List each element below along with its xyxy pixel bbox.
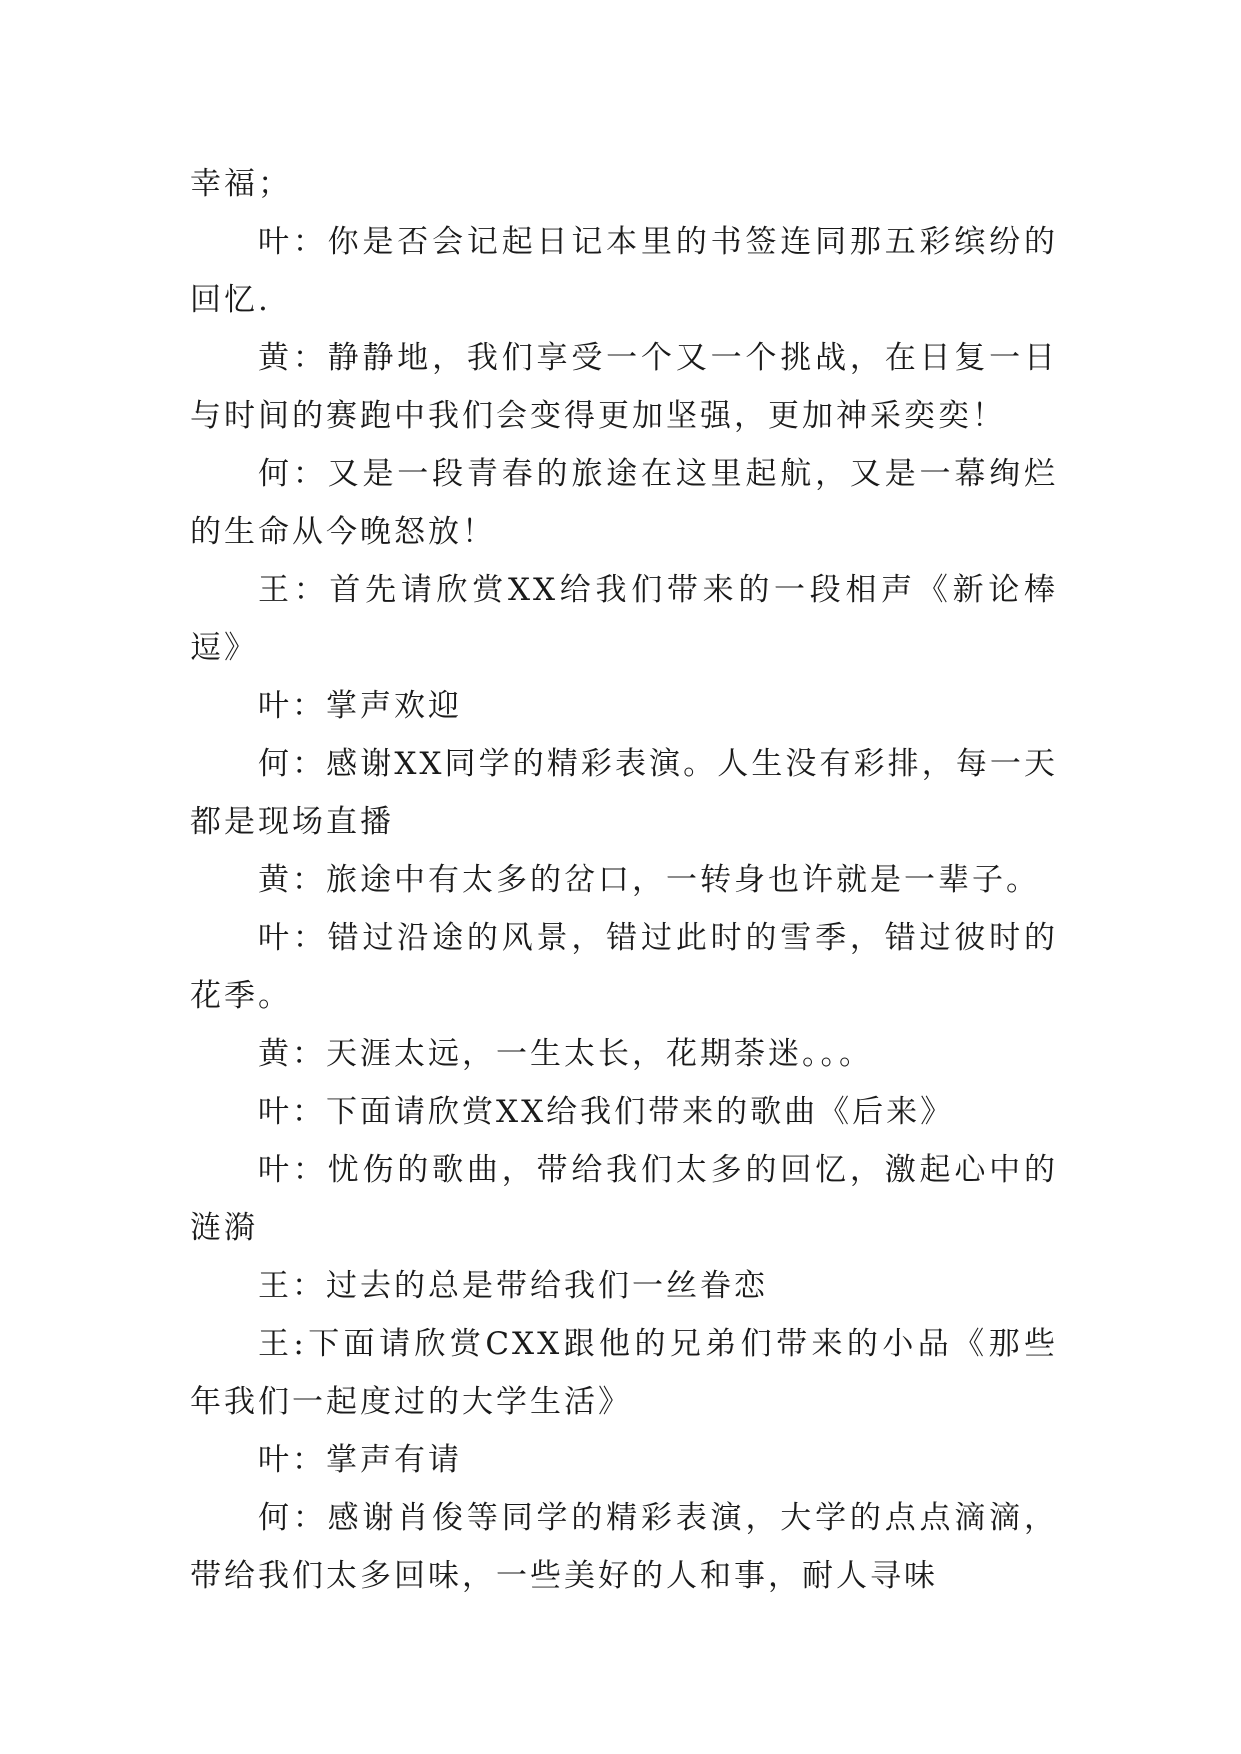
document-body [190, 155, 1058, 1605]
paragraph: 黄：旅途中有太多的岔口，一转身也许就是一辈子。 [258, 862, 1040, 898]
paragraph: 王：过去的总是带给我们一丝眷恋 [258, 1268, 768, 1304]
paragraph: 何：又是一段青春的旅途在这里起航，又是一幕绚烂的生命从今晚怒放！ [190, 456, 1058, 550]
paragraph: 叶：错过沿途的风景，错过此时的雪季，错过彼时的花季。 [190, 920, 1058, 1014]
paragraph: 幸福； [190, 166, 292, 202]
paragraph: 黄：静静地，我们享受一个又一个挑战，在日复一日与时间的赛跑中我们会变得更加坚强，更加神采奕奕！ [190, 340, 1058, 434]
paragraph: 叶：你是否会记起日记本里的书签连同那五彩缤纷的回忆. [190, 224, 1058, 318]
paragraph: 叶：掌声欢迎 [258, 688, 462, 724]
paragraph: 叶：掌声有请 [258, 1442, 462, 1478]
paragraph: 王：首先请欣赏XX给我们带来的一段相声《新论棒逗》 [190, 572, 1058, 666]
paragraph: 黄：天涯太远，一生太长，花期荼迷。。。 [258, 1036, 873, 1072]
paragraph: 叶：忧伤的歌曲，带给我们太多的回忆，激起心中的涟漪 [190, 1152, 1058, 1246]
paragraph: 王:下面请欣赏CXX跟他的兄弟们带来的小品《那些年我们一起度过的大学生活》 [190, 1326, 1058, 1420]
paragraph: 何：感谢XX同学的精彩表演。人生没有彩排，每一天都是现场直播 [190, 746, 1058, 840]
paragraph: 何：感谢肖俊等同学的精彩表演，大学的点点滴滴，带给我们太多回味，一些美好的人和事，耐人寻味 [190, 1500, 1058, 1594]
paragraph: 叶：下面请欣赏XX给我们带来的歌曲《后来》 [258, 1094, 955, 1130]
